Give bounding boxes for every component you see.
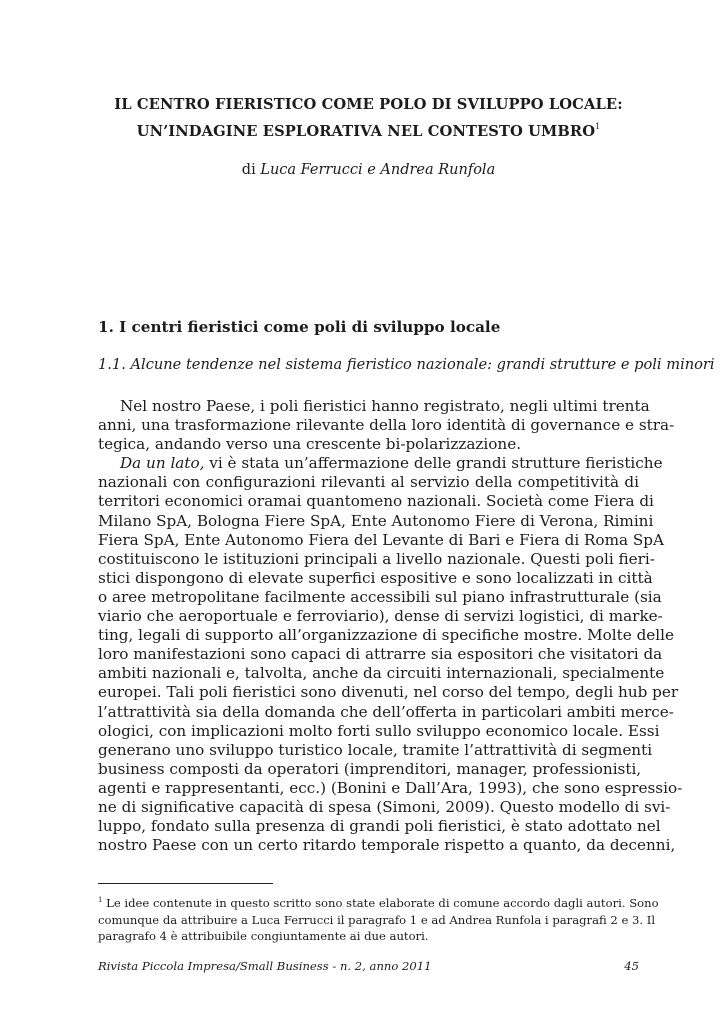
footnote-line: $^1$ Le idee contenute in questo scritto sono state elaborate di comune accordo dagli autori. Sono xyxy=(98,896,659,910)
italic-lead: Da un lato, xyxy=(120,454,205,473)
body-line: tegica, andando verso una crescente bi-polarizzazione. xyxy=(98,435,522,454)
body-line: territori economici oramai quantomeno nazionali. Società come Fiera di xyxy=(98,492,654,511)
body-line: Da un lato, vi è stata un’affermazione delle grandi strutture fieristiche xyxy=(120,454,663,473)
body-line: nazionali con configurazioni rilevanti al servizio della competitività di xyxy=(98,473,639,492)
body-line: nostro Paese con un certo ritardo temporale rispetto a quanto, da decenni, xyxy=(98,836,676,855)
section-heading: 1. I centri fieristici come poli di sviluppo locale xyxy=(98,318,501,336)
byline-prefix: di xyxy=(241,162,256,178)
body-line: luppo, fondato sulla presenza di grandi poli fieristici, è stato adottato nel xyxy=(98,817,661,836)
body-line: anni, una trasformazione rilevante della loro identità di governance e stra- xyxy=(98,416,675,435)
body-line: ologici, con implicazioni molto forti sullo sviluppo economico locale. Essi xyxy=(98,721,660,740)
body-line: Fiera SpA, Ente Autonomo Fiera del Levante di Bari e Fiera di Roma SpA xyxy=(98,530,664,549)
body-line: Nel nostro Paese, i poli fieristici hanno registrato, negli ultimi trenta xyxy=(120,397,650,415)
title-footnote-marker[interactable]: 1 xyxy=(595,122,601,131)
body-line: ne di significative capacità di spesa (Simoni, 2009). Questo modello di svi- xyxy=(98,797,671,816)
article-title xyxy=(98,94,639,143)
body-line: stici dispongono di elevate superfici espositive e sono localizzati in città xyxy=(98,568,653,587)
body-line: Milano SpA, Bologna Fiere SpA, Ente Autonomo Fiere di Verona, Rimini xyxy=(98,511,654,530)
title-line-2: UN’INDAGINE ESPLORATIVA NEL CONTESTO UMBRO$^1$ xyxy=(136,122,601,140)
body-line: loro manifestazioni sono capaci di attrarre sia espositori che visitatori da xyxy=(98,645,663,664)
body-line: costituiscono le istituzioni principali a livello nazionale. Questi poli fieri- xyxy=(98,549,655,568)
body-line: l’attrattività sia della domanda che dell’offerta in particolari ambiti merce- xyxy=(98,702,674,721)
body-line: business composti da operatori (imprenditori, manager, professionisti, xyxy=(98,759,642,778)
body-line: ting, legali di supporto all’organizzazione di specifiche mostre. Molte delle xyxy=(98,626,674,645)
byline xyxy=(98,160,639,180)
footnote xyxy=(98,892,659,945)
page-number: 45 xyxy=(624,959,639,973)
running-footer xyxy=(98,958,639,974)
body-line: generano uno sviluppo turistico locale, tramite l’attrattività di segmenti xyxy=(98,740,653,759)
body-line: o aree metropolitane facilmente accessibili sul piano infrastrutturale (sia xyxy=(98,587,662,606)
subsection-heading: 1.1. Alcune tendenze nel sistema fieristico nazionale: grandi strutture e poli minori xyxy=(98,356,715,373)
title-line-1: IL CENTRO FIERISTICO COME POLO DI SVILUPPO LOCALE: xyxy=(114,96,623,113)
footnote-line: paragrafo 4 è attribuibile congiuntamente ai due autori. xyxy=(98,929,429,943)
body-line: viario che aeroportuale e ferroviario), dense di servizi logistici, di marke- xyxy=(98,607,663,626)
footnote-line: comunque da attribuire a Luca Ferrucci il paragrafo 1 e ad Andrea Runfola i paragrafi 2 e 3. Il xyxy=(98,912,656,927)
body-line: ambiti nazionali e, talvolta, anche da circuiti internazionali, specialmente xyxy=(98,664,665,683)
author-names: Luca Ferrucci e Andrea Runfola xyxy=(260,162,496,178)
footnote-marker: 1 xyxy=(98,896,103,904)
journal-citation: Rivista Piccola Impresa/Small Business - n. 2, anno 2011 xyxy=(98,959,432,973)
body-line: europei. Tali poli fieristici sono divenuti, nel corso del tempo, degli hub per xyxy=(98,683,679,702)
footnote-divider xyxy=(98,883,273,884)
body-line: agenti e rappresentanti, ecc.) (Bonini e Dall’Ara, 1993), che sono espressio- xyxy=(98,778,683,797)
body-text xyxy=(98,397,683,855)
